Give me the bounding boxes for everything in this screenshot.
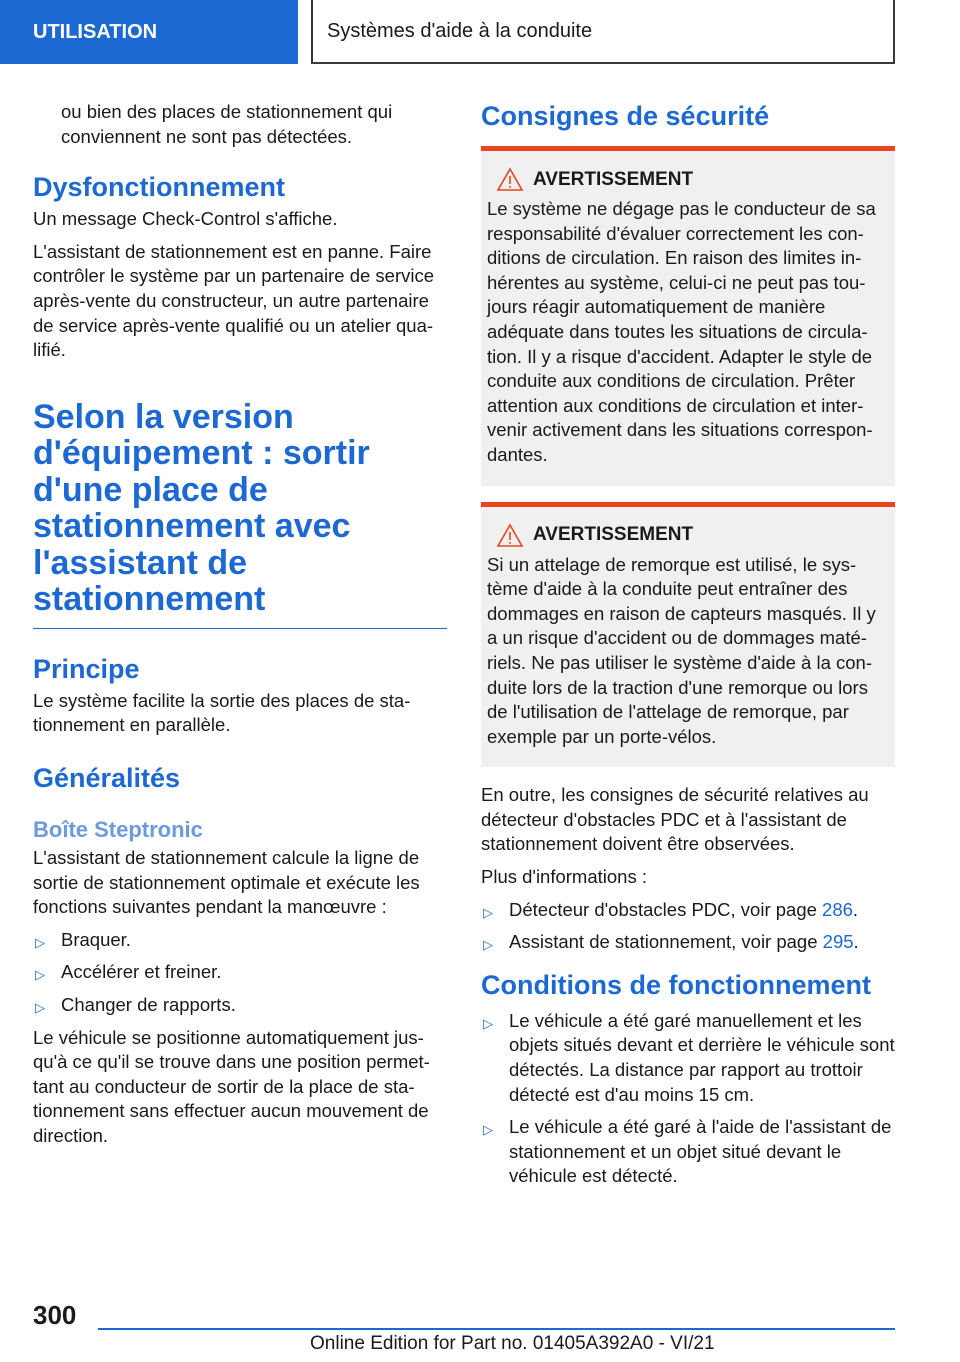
triangle-right-icon: ▷	[483, 937, 493, 953]
list-item: ▷ Braquer.	[33, 928, 447, 953]
steptronic-heading: Boîte Steptronic	[33, 816, 203, 842]
list-item: ▷ Le véhicule a été garé à l'aide de l'assistant de stationnement et un objet situé devant le véhicule est détecté.	[483, 1116, 892, 1187]
maneuver-list	[33, 928, 447, 1018]
also-text: En outre, les consignes de sécurité relatives au détecteur d'obstacles PDC et à l'assistant de stationnement doivent être observées.	[481, 784, 869, 855]
warning-triangle-icon	[491, 523, 529, 549]
principle-text: Le système facilite la sortie des places de stationnement en parallèle.	[33, 689, 411, 736]
warning-box-2	[481, 502, 895, 768]
right-column	[481, 100, 895, 1197]
triangle-right-icon: ▷	[483, 1015, 493, 1031]
principle-heading: Principe	[33, 653, 140, 684]
triangle-right-icon: ▷	[35, 967, 45, 983]
list-item: ▷ Assistant de stationnement, voir page 295.	[481, 930, 895, 955]
section-tab: UTILISATION	[0, 0, 298, 64]
list-item: ▷ Accélérer et freiner.	[33, 960, 447, 985]
main-heading: Selon la version d'équipement : sortir d'une place de stationnement avec l'assistant de stationnement	[33, 397, 370, 619]
page-header	[0, 0, 960, 66]
conditions-heading: Conditions de fonctionnement	[481, 969, 871, 1000]
warning-triangle-icon	[491, 167, 529, 193]
triangle-right-icon: ▷	[35, 934, 45, 950]
page-number: 300	[33, 1300, 77, 1330]
list-item: ▷ Changer de rapports.	[33, 993, 447, 1018]
heading-rule	[33, 628, 447, 629]
page-link-295[interactable]: 295	[822, 931, 854, 953]
outro-text: Le véhicule se positionne automatiquement jusqu'à ce qu'il se trouve dans une position permettant au conducteur de sortir de la place de stationnement sans effectuer aucun mouvement de direction.	[33, 1026, 430, 1146]
malfunction-heading: Dysfonctionnement	[33, 172, 286, 203]
malfunction-text-2: L'assistant de stationnement est en panne. Faire contrôler le système par un partenaire de service après-vente du constructeur, un autre partenaire de service après-vente qualifié ou un atelier qualifié.	[33, 240, 435, 361]
more-info-label: Plus d'informations :	[481, 866, 647, 888]
topic-tab: Systèmes d'aide à la conduite	[311, 0, 895, 64]
footer-rule	[98, 1328, 895, 1330]
general-heading: Généralités	[33, 762, 181, 793]
steptronic-text: L'assistant de stationnement calcule la ligne de sortie de stationnement optimale et exécute les fonctions suivantes pendant la manœuvre :	[33, 846, 420, 918]
edition-text: Online Edition for Part no. 01405A392A0 - VI/21	[310, 1333, 715, 1354]
malfunction-text-1: Un message Check-Control s'affiche.	[33, 208, 338, 230]
warning-2-title: AVERTISSEMENT	[533, 524, 694, 546]
reference-list	[481, 898, 895, 955]
warning-1-title: AVERTISSEMENT	[533, 168, 694, 190]
page-link-286[interactable]: 286	[822, 898, 853, 920]
list-item: ▷ Détecteur d'obstacles PDC, voir page 286.	[481, 898, 895, 923]
conditions-list	[481, 1009, 895, 1189]
intro-text: ou bien des places de stationnement qui conviennent ne sont pas détectées.	[61, 101, 393, 147]
warning-box-1	[481, 146, 895, 486]
list-item: ▷ Le véhicule a été garé manuellement et les objets situés devant et derrière le véhicule sont détectés. La distance par rapport au trottoir détecté est d'au moins 15 cm.	[483, 1009, 895, 1105]
warning-2-text: Si un attelage de remorque est utilisé, le système d'aide à la conduite peut entraîner des dommages en raison de capteurs masqués. Il y a un risque d'accident ou de dommages matériels. Ne pas utiliser le système d'aide à la conduite lors de la traction d'une remorque ou lors de l'utilisation de l'attelage de remorque, par exemple par un porte-vélos.	[487, 553, 876, 747]
triangle-right-icon: ▷	[35, 999, 45, 1015]
safety-heading: Consignes de sécurité	[481, 101, 770, 131]
triangle-right-icon: ▷	[483, 904, 493, 920]
warning-1-text: Le système ne dégage pas le conducteur de sa responsabilité d'évaluer correctement les conditions de circulation. En raison des limites inhérentes au système, celui-ci ne peut pas toujours réagir automatiquement de manière adéquate dans toutes les situations de circulation. Il y a risque d'accident. Adapter le style de conduite aux conditions de circulation. Prêter attention aux conditions de circulation et intervenir activement dans les situations correspondantes.	[487, 198, 876, 465]
triangle-right-icon: ▷	[483, 1122, 493, 1138]
left-column	[33, 100, 447, 1156]
